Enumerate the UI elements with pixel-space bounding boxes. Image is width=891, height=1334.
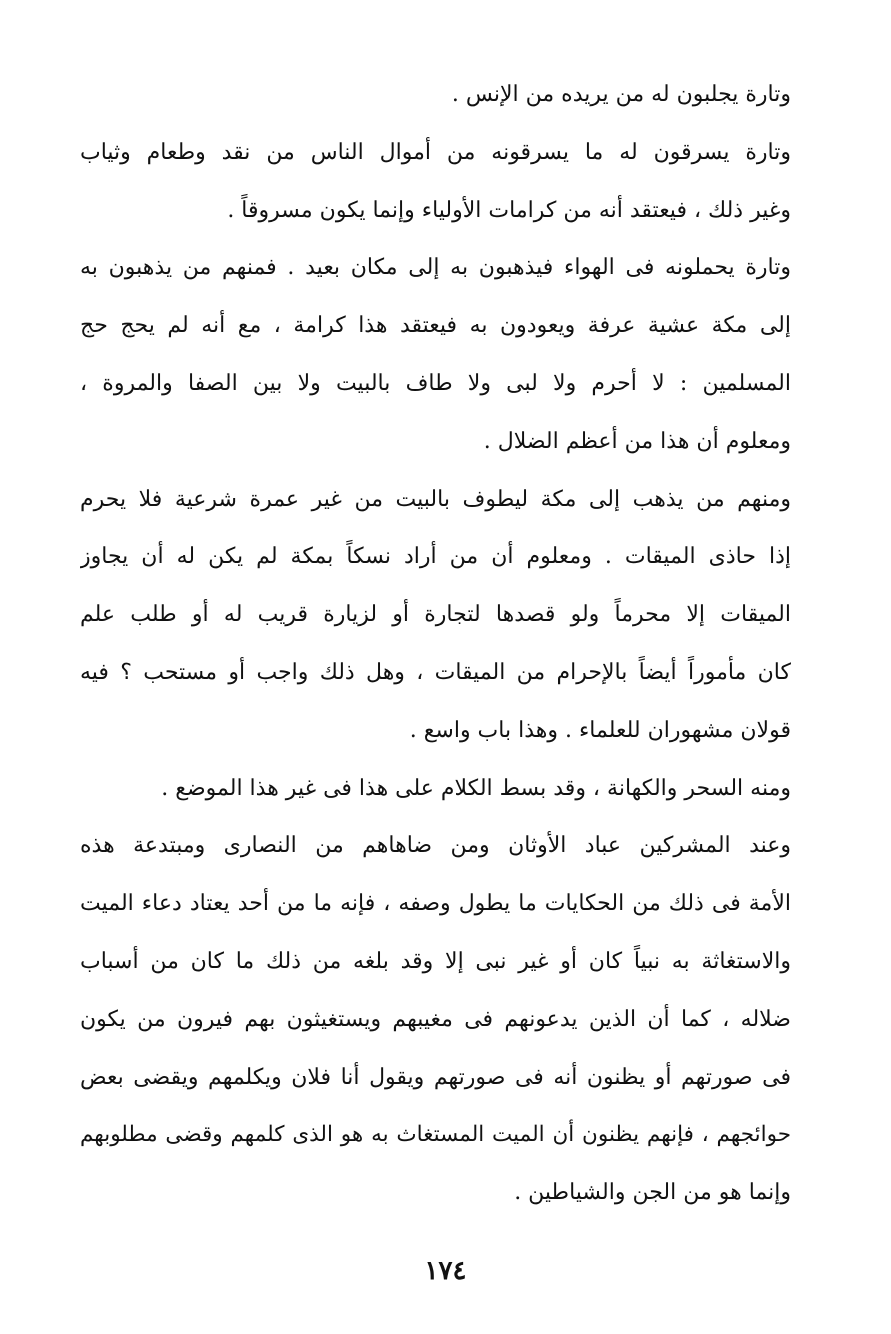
text-line: المسلمين : لا أحرم ولا لبى ولا طاف بالبيت ولا بين الصفا والمروة ، xyxy=(80,370,791,396)
text-line: وغير ذلك ، فيعتقد أنه من كرامات الأولياء وإنما يكون مسروقاً . xyxy=(227,197,791,223)
body-text xyxy=(80,66,791,1222)
text-line: ومنه السحر والكهانة ، وقد بسط الكلام على هذا فى غير هذا الموضع . xyxy=(161,775,791,801)
text-line: إلى مكة عشية عرفة ويعودون به فيعتقد هذا كرامة ، مع أنه لم يحج حج xyxy=(80,313,791,339)
text-line: كان مأموراً أيضاً بالإحرام من الميقات ، وهل ذلك واجب أو مستحب ؟ فيه xyxy=(80,659,791,685)
text-line: وتارة يجلبون له من يريده من الإنس . xyxy=(451,82,791,107)
text-line: وتارة يحملونه فى الهواء فيذهبون به إلى مكان بعيد . فمنهم من يذهبون به xyxy=(80,255,791,281)
text-line: الميقات إلا محرماً ولو قصدها لتجارة أو لزيارة قريب له أو طلب علم xyxy=(80,602,791,628)
text-line: حوائجهم ، فإنهم يظنون أن الميت المستغاث به هو الذى كلمهم وقضى مطلوبهم xyxy=(80,1122,791,1148)
text-line: ومنهم من يذهب إلى مكة ليطوف بالبيت من غير عمرة شرعية فلا يحرم xyxy=(80,486,791,512)
page-number: ١٧٤ xyxy=(424,1256,467,1286)
text-line: فى صورتهم أو يظنون أنه فى صورتهم ويقول أنا فلان ويكلمهم ويقضى بعض xyxy=(80,1064,791,1090)
text-line: ضلاله ، كما أن الذين يدعونهم فى مغيبهم ويستغيثون بهم فيرون من يكون xyxy=(80,1006,791,1032)
text-line: ومعلوم أن هذا من أعظم الضلال . xyxy=(483,428,791,454)
text-line: والاستغاثة به نبياً كان أو غير نبى إلا وقد بلغه من ذلك ما كان من أسباب xyxy=(80,948,791,974)
text-line: إذا حاذى الميقات . ومعلوم أن من أراد نسكاً بمكة لم يكن له أن يجاوز xyxy=(80,544,791,570)
text-line: قولان مشهوران للعلماء . وهذا باب واسع . xyxy=(409,717,791,743)
text-line: الأمة فى ذلك من الحكايات ما يطول وصفه ، فإنه ما من أحد يعتاد دعاء الميت xyxy=(80,891,791,917)
text-line: وتارة يسرقون له ما يسرقونه من أموال الناس من نقد وطعام وثياب xyxy=(80,139,791,165)
text-line: وإنما هو من الجن والشياطين . xyxy=(514,1180,791,1206)
text-line: وعند المشركين عباد الأوثان ومن ضاهاهم من النصارى ومبتدعة هذه xyxy=(80,833,791,859)
